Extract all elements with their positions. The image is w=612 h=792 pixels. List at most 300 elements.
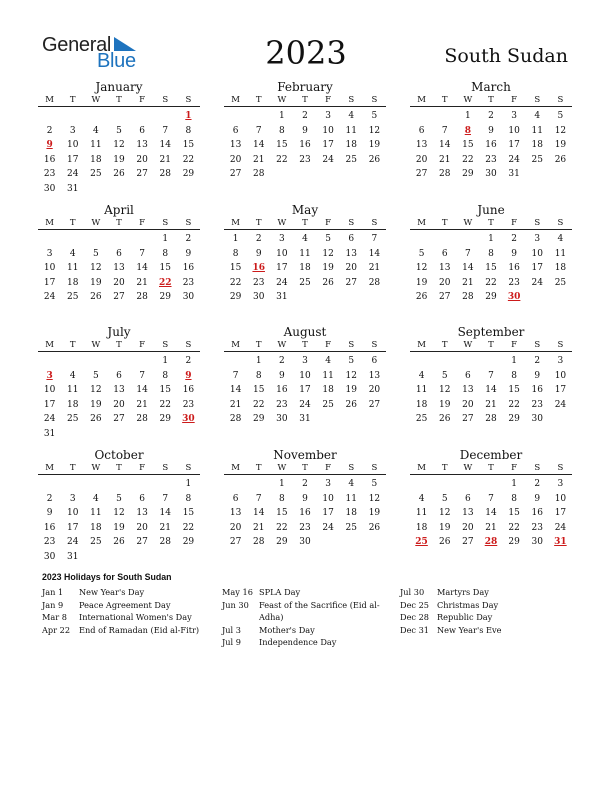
- day-cell: 16: [508, 263, 520, 274]
- holiday-day-cell: 16: [252, 263, 265, 274]
- day-cell: 22: [462, 154, 474, 165]
- day-grid: [224, 109, 386, 182]
- holiday-day-cell: 8: [464, 125, 471, 136]
- month-december: [410, 448, 572, 550]
- day-cell: 23: [43, 537, 56, 548]
- day-cell: 28: [438, 169, 451, 180]
- holiday-name: Mother's Day: [259, 624, 315, 635]
- day-cell: 25: [554, 277, 567, 288]
- empty-cell: [61, 354, 84, 369]
- day-cell: 18: [299, 263, 311, 274]
- day-cell: 22: [276, 154, 288, 165]
- holiday-entry: [222, 636, 392, 649]
- weekday-label: M: [417, 463, 426, 473]
- holiday-entry: [42, 624, 212, 637]
- day-cell: 12: [438, 508, 451, 519]
- day-cell: 6: [139, 125, 145, 136]
- day-cell: 13: [415, 140, 428, 151]
- empty-cell: [107, 477, 130, 492]
- weekday-label: T: [488, 218, 494, 228]
- day-cell: 6: [371, 356, 378, 366]
- day-cell: 23: [276, 399, 288, 410]
- day-cell: 13: [136, 140, 148, 151]
- day-cell: 10: [43, 385, 56, 396]
- day-cell: 1: [278, 111, 285, 121]
- day-cell: 17: [276, 263, 288, 274]
- empty-cell: [224, 477, 247, 492]
- day-cell: 11: [345, 493, 357, 504]
- day-cell: 19: [113, 522, 125, 533]
- weekday-label: W: [91, 95, 101, 105]
- weekday-label: F: [325, 463, 332, 473]
- weekday-label: S: [162, 218, 169, 228]
- empty-cell: [84, 109, 107, 124]
- day-cell: 4: [348, 479, 355, 489]
- empty-cell: [456, 232, 479, 247]
- weekday-header: [410, 94, 572, 107]
- day-cell: 29: [276, 537, 288, 548]
- day-cell: 26: [113, 537, 125, 548]
- day-cell: 4: [92, 125, 99, 136]
- day-cell: 6: [232, 493, 239, 504]
- day-cell: 31: [66, 551, 79, 562]
- day-cell: 8: [511, 493, 517, 504]
- weekday-label: F: [511, 463, 518, 473]
- day-cell: 29: [229, 292, 242, 303]
- weekday-label: M: [231, 95, 240, 105]
- holiday-column-1: [42, 586, 212, 636]
- weekday-header: [38, 462, 200, 475]
- holiday-name: New Year's Eve: [437, 624, 502, 635]
- day-cell: 30: [485, 169, 497, 180]
- day-cell: 18: [415, 399, 428, 410]
- month-november: [224, 448, 386, 550]
- day-cell: 17: [322, 508, 334, 519]
- holiday-entry: [400, 586, 570, 599]
- weekday-label: F: [511, 95, 518, 105]
- day-cell: 31: [43, 428, 56, 439]
- day-cell: 30: [43, 551, 56, 562]
- day-cell: 2: [302, 111, 308, 121]
- day-cell: 21: [485, 399, 497, 410]
- day-cell: 22: [508, 522, 520, 533]
- day-cell: 27: [415, 169, 428, 180]
- day-cell: 26: [322, 277, 334, 288]
- day-cell: 4: [302, 234, 308, 244]
- day-cell: 12: [90, 263, 102, 274]
- day-cell: 4: [557, 234, 564, 244]
- day-cell: 24: [276, 277, 288, 288]
- day-cell: 9: [255, 248, 262, 259]
- day-cell: 21: [136, 399, 148, 410]
- weekday-header: [410, 217, 572, 230]
- day-cell: 30: [276, 414, 288, 425]
- day-cell: 13: [229, 508, 242, 519]
- holiday-name: Feast of the Sacrifice (Eid al-Adha): [259, 599, 380, 622]
- day-cell: 2: [534, 479, 541, 489]
- day-cell: 28: [485, 414, 497, 425]
- day-cell: 4: [418, 370, 425, 381]
- weekday-label: T: [116, 218, 122, 228]
- day-cell: 12: [113, 140, 125, 151]
- day-cell: 26: [554, 154, 567, 165]
- day-cell: 1: [278, 479, 285, 489]
- day-cell: 22: [276, 522, 288, 533]
- empty-cell: [107, 109, 130, 124]
- day-cell: 30: [182, 292, 195, 303]
- holiday-entry: [222, 624, 392, 637]
- weekday-label: S: [185, 95, 192, 105]
- day-cell: 26: [415, 292, 428, 303]
- empty-cell: [224, 109, 247, 124]
- day-cell: 31: [276, 292, 288, 303]
- month-october: [38, 448, 200, 565]
- day-cell: 17: [43, 399, 56, 410]
- empty-cell: [131, 109, 154, 124]
- day-cell: 29: [462, 169, 474, 180]
- day-cell: 4: [325, 356, 331, 366]
- day-cell: 23: [299, 154, 311, 165]
- day-cell: 20: [415, 154, 428, 165]
- day-cell: 7: [139, 248, 145, 259]
- day-cell: 10: [299, 370, 311, 381]
- day-cell: 9: [46, 508, 53, 519]
- weekday-label: S: [534, 463, 541, 473]
- day-cell: 27: [462, 537, 474, 548]
- day-cell: 8: [162, 248, 169, 259]
- day-cell: 27: [438, 292, 451, 303]
- empty-cell: [107, 354, 130, 369]
- day-cell: 13: [136, 508, 148, 519]
- day-cell: 21: [462, 277, 474, 288]
- day-cell: 28: [159, 169, 171, 180]
- day-cell: 8: [232, 248, 239, 259]
- day-cell: 27: [462, 414, 474, 425]
- month-title: August: [283, 325, 327, 339]
- day-cell: 26: [368, 154, 381, 165]
- day-cell: 27: [136, 537, 148, 548]
- month-july: [38, 325, 200, 442]
- day-cell: 6: [348, 234, 355, 244]
- day-cell: 2: [255, 234, 262, 244]
- weekday-label: S: [534, 340, 541, 350]
- weekday-header: [224, 339, 386, 352]
- day-cell: 27: [229, 537, 242, 548]
- day-cell: 20: [438, 277, 451, 288]
- day-cell: 23: [299, 522, 311, 533]
- weekday-label: W: [463, 218, 473, 228]
- holiday-entry: [400, 624, 570, 637]
- day-cell: 31: [299, 414, 311, 425]
- day-cell: 14: [368, 248, 381, 259]
- day-grid: [224, 477, 386, 550]
- day-cell: 29: [485, 292, 497, 303]
- day-cell: 7: [162, 493, 169, 504]
- holidays-section: [42, 572, 582, 647]
- holiday-date: Jul 3: [222, 624, 241, 635]
- day-cell: 29: [159, 414, 171, 425]
- weekday-label: T: [488, 463, 494, 473]
- holiday-name: International Women's Day: [79, 612, 192, 622]
- day-cell: 8: [162, 370, 169, 381]
- day-cell: 6: [418, 125, 425, 136]
- weekday-label: T: [116, 340, 122, 350]
- empty-cell: [410, 477, 433, 492]
- day-grid: [410, 354, 572, 427]
- day-cell: 7: [488, 370, 494, 381]
- holiday-day-cell: 25: [415, 537, 428, 548]
- weekday-header: [38, 94, 200, 107]
- day-cell: 5: [116, 493, 122, 504]
- day-cell: 25: [299, 277, 311, 288]
- day-cell: 14: [229, 385, 242, 396]
- day-cell: 18: [66, 277, 79, 288]
- weekday-label: F: [325, 340, 332, 350]
- holiday-entry: [42, 611, 212, 624]
- empty-cell: [247, 477, 270, 492]
- day-cell: 6: [116, 370, 122, 381]
- day-cell: 26: [438, 537, 451, 548]
- day-cell: 5: [557, 111, 564, 121]
- day-cell: 8: [185, 125, 192, 136]
- day-cell: 9: [185, 248, 192, 259]
- day-cell: 24: [66, 169, 79, 180]
- day-cell: 1: [232, 234, 239, 244]
- day-cell: 17: [531, 263, 543, 274]
- day-cell: 7: [162, 125, 169, 136]
- empty-cell: [433, 354, 456, 369]
- weekday-label: M: [45, 463, 54, 473]
- day-cell: 14: [485, 508, 497, 519]
- weekday-label: S: [557, 463, 564, 473]
- holiday-name: Peace Agreement Day: [79, 599, 171, 610]
- day-cell: 15: [182, 508, 195, 519]
- day-cell: 1: [185, 479, 192, 489]
- day-cell: 14: [438, 140, 451, 151]
- holiday-name: Republic Day: [437, 612, 493, 622]
- day-cell: 17: [66, 154, 79, 165]
- day-cell: 1: [162, 234, 169, 244]
- weekday-label: M: [417, 95, 426, 105]
- holiday-name: Christmas Day: [437, 599, 499, 610]
- day-cell: 31: [66, 183, 79, 194]
- day-grid: [410, 109, 572, 182]
- day-cell: 14: [252, 508, 265, 519]
- month-title: April: [104, 203, 134, 217]
- month-title: October: [94, 448, 144, 462]
- day-cell: 28: [252, 169, 265, 180]
- day-cell: 15: [276, 508, 288, 519]
- day-cell: 7: [232, 370, 239, 381]
- weekday-label: T: [255, 218, 262, 228]
- weekday-label: F: [139, 340, 146, 350]
- day-cell: 8: [278, 125, 285, 136]
- day-cell: 2: [488, 111, 494, 121]
- weekday-label: T: [302, 340, 308, 350]
- day-cell: 16: [485, 140, 497, 151]
- weekday-label: W: [277, 340, 287, 350]
- weekday-label: S: [162, 463, 169, 473]
- weekday-label: F: [325, 95, 332, 105]
- holiday-entry: [400, 599, 570, 612]
- holiday-date: Jul 30: [400, 587, 425, 597]
- empty-cell: [61, 232, 84, 247]
- weekday-header: [224, 462, 386, 475]
- weekday-label: T: [441, 218, 448, 228]
- day-cell: 21: [136, 277, 148, 288]
- day-cell: 10: [43, 263, 56, 274]
- day-cell: 9: [534, 493, 541, 504]
- weekday-header: [224, 94, 386, 107]
- holiday-name: End of Ramadan (Eid al-Fitr): [79, 624, 200, 635]
- weekday-label: T: [255, 463, 262, 473]
- day-cell: 16: [531, 385, 543, 396]
- day-cell: 4: [534, 111, 541, 121]
- weekday-label: S: [371, 463, 378, 473]
- day-cell: 2: [534, 356, 541, 366]
- day-cell: 20: [462, 399, 474, 410]
- empty-cell: [456, 477, 479, 492]
- day-cell: 26: [345, 399, 357, 410]
- day-cell: 5: [418, 248, 425, 259]
- day-cell: 28: [368, 277, 381, 288]
- weekday-label: S: [162, 340, 169, 350]
- day-cell: 11: [415, 508, 428, 519]
- day-cell: 27: [229, 169, 242, 180]
- day-cell: 15: [182, 140, 195, 151]
- day-cell: 2: [185, 356, 192, 366]
- day-cell: 16: [299, 140, 311, 151]
- weekday-label: T: [441, 463, 448, 473]
- holiday-day-cell: 28: [484, 537, 498, 548]
- day-cell: 9: [511, 248, 517, 259]
- day-cell: 10: [66, 508, 79, 519]
- day-cell: 2: [511, 234, 517, 244]
- day-cell: 21: [252, 522, 265, 533]
- holiday-day-cell: 31: [554, 537, 567, 548]
- day-cell: 3: [302, 356, 308, 366]
- day-cell: 21: [485, 522, 497, 533]
- day-grid: [38, 232, 200, 305]
- holiday-day-cell: 3: [46, 370, 53, 381]
- empty-cell: [84, 354, 107, 369]
- weekday-label: T: [441, 340, 448, 350]
- day-cell: 1: [464, 111, 471, 121]
- month-title: June: [477, 203, 505, 217]
- day-cell: 13: [368, 370, 381, 381]
- weekday-label: W: [277, 463, 287, 473]
- weekday-label: S: [185, 340, 192, 350]
- weekday-label: F: [325, 218, 332, 228]
- day-cell: 17: [554, 508, 567, 519]
- day-cell: 19: [415, 277, 428, 288]
- holiday-date: Dec 25: [400, 599, 430, 610]
- day-cell: 16: [182, 263, 195, 274]
- holiday-day-cell: 30: [182, 414, 195, 425]
- day-cell: 22: [229, 277, 242, 288]
- day-cell: 22: [252, 399, 265, 410]
- weekday-label: S: [557, 95, 564, 105]
- day-cell: 14: [252, 140, 265, 151]
- day-cell: 22: [159, 399, 171, 410]
- day-cell: 30: [531, 537, 543, 548]
- empty-cell: [410, 109, 433, 124]
- weekday-label: T: [69, 95, 76, 105]
- day-cell: 19: [554, 140, 567, 151]
- day-cell: 25: [66, 292, 79, 303]
- day-cell: 22: [485, 277, 497, 288]
- day-cell: 10: [554, 370, 567, 381]
- day-cell: 30: [531, 414, 543, 425]
- weekday-header: [224, 217, 386, 230]
- holiday-name: Independence Day: [259, 637, 337, 647]
- weekday-label: F: [511, 218, 518, 228]
- day-cell: 7: [464, 248, 471, 259]
- day-cell: 3: [511, 111, 517, 121]
- day-cell: 15: [229, 263, 242, 274]
- day-cell: 11: [90, 140, 102, 151]
- day-cell: 4: [69, 370, 76, 381]
- day-cell: 13: [462, 385, 474, 396]
- day-cell: 30: [43, 183, 56, 194]
- holiday-date: Jan 9: [42, 599, 64, 610]
- day-cell: 22: [182, 522, 195, 533]
- holiday-date: Mar 8: [42, 612, 67, 622]
- day-cell: 3: [69, 125, 76, 136]
- day-cell: 10: [322, 493, 334, 504]
- day-cell: 2: [46, 125, 53, 136]
- weekday-label: W: [277, 95, 287, 105]
- day-cell: 6: [139, 493, 145, 504]
- day-cell: 5: [371, 479, 378, 489]
- day-cell: 30: [299, 537, 311, 548]
- day-cell: 26: [113, 169, 125, 180]
- day-cell: 24: [66, 537, 79, 548]
- day-cell: 8: [511, 370, 517, 381]
- holiday-date: Jan 1: [42, 587, 64, 597]
- empty-cell: [247, 109, 270, 124]
- day-cell: 27: [368, 399, 381, 410]
- country-name: South Sudan: [444, 45, 568, 67]
- day-cell: 29: [182, 537, 195, 548]
- day-cell: 16: [299, 508, 311, 519]
- day-cell: 14: [159, 508, 171, 519]
- holiday-date: May 16: [222, 587, 253, 597]
- day-cell: 5: [441, 370, 448, 381]
- weekday-label: S: [371, 95, 378, 105]
- day-cell: 2: [46, 493, 53, 504]
- day-cell: 19: [368, 140, 381, 151]
- day-cell: 22: [182, 154, 195, 165]
- day-cell: 24: [531, 277, 543, 288]
- day-cell: 13: [345, 248, 357, 259]
- month-september: [410, 325, 572, 427]
- day-cell: 18: [322, 385, 334, 396]
- day-cell: 1: [511, 479, 517, 489]
- month-february: [224, 80, 386, 182]
- day-cell: 23: [508, 277, 520, 288]
- day-cell: 16: [276, 385, 288, 396]
- day-cell: 9: [278, 370, 285, 381]
- day-cell: 3: [557, 356, 564, 366]
- day-cell: 7: [488, 493, 494, 504]
- day-cell: 23: [531, 522, 543, 533]
- empty-cell: [38, 109, 61, 124]
- weekday-label: M: [417, 340, 426, 350]
- month-august: [224, 325, 386, 427]
- month-title: December: [459, 448, 523, 462]
- day-cell: 25: [66, 414, 79, 425]
